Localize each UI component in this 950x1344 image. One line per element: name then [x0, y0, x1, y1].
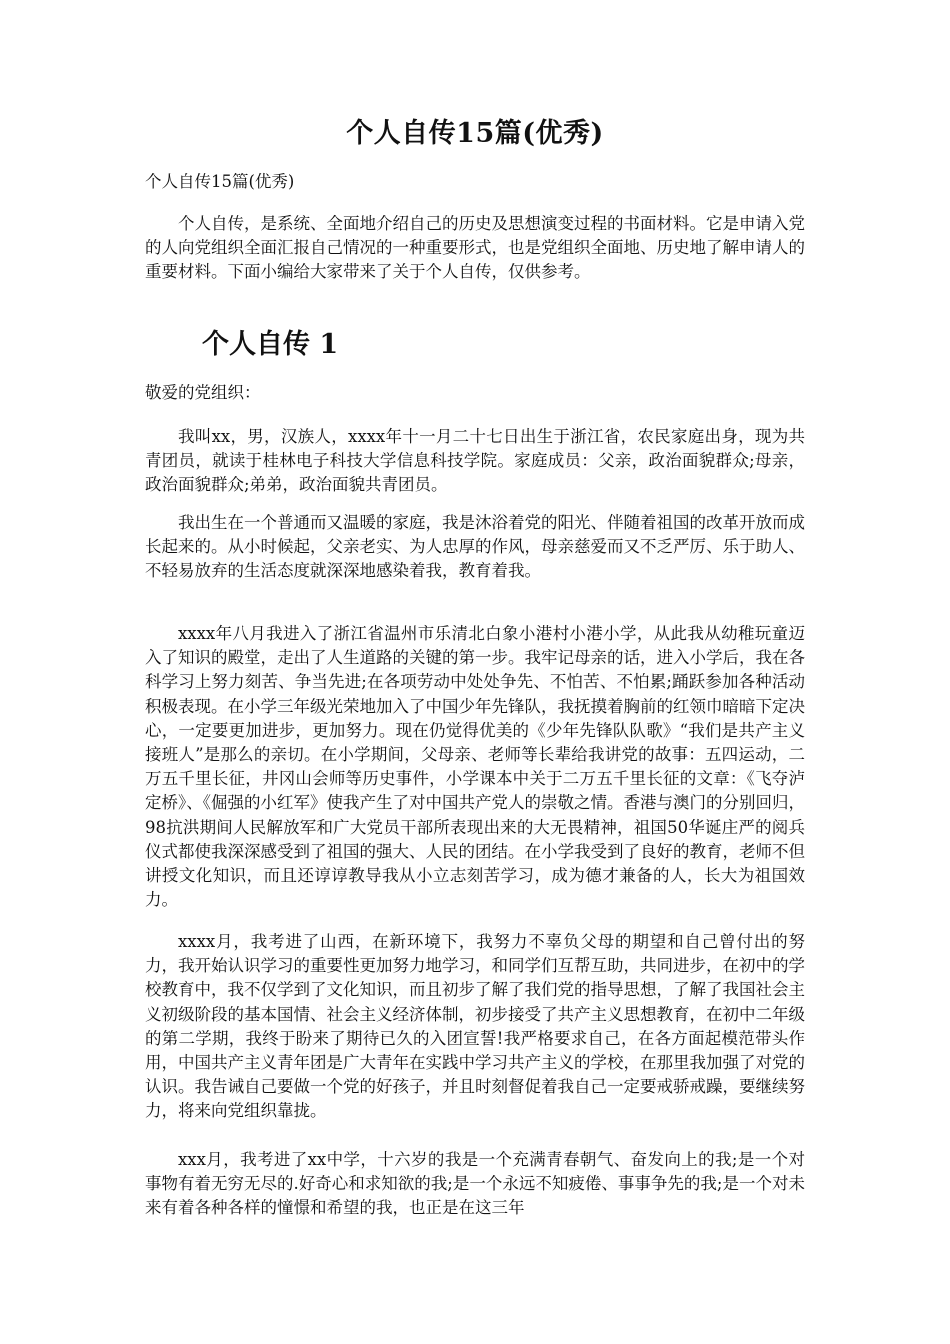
- body-paragraph: xxxx年八月我进入了浙江省温州市乐清北白象小港村小港小学，从此我从幼稚玩童迈入了知识的殿堂，走出了人生道路的关键的第一步。我牢记母亲的话，进入小学后，我在各科学习上努力刻苦、争当先进;在各项劳动中处处争先、不怕苦、不怕累;踊跃参加各种活动积极表现。在小学三年级光荣地加入了中国少年先锋队，我抚摸着胸前的红领巾暗暗下定决心，一定要更加进步，更加努力。现在仍觉得优美的《少年先锋队队歌》“我们是共产主义接班人”是那么的亲切。在小学期间，父母亲、老师等长辈给我讲党的故事：五四运动，二万五千里长征，井冈山会师等历史事件，小学课本中关于二万五千里长征的文章：《飞夺泸定桥》、《倔强的小红军》使我产生了对中国共产党人的崇敬之情。香港与澳门的分别回归，98抗洪期间人民解放军和广大党员干部所表现出来的大无畏精神，祖国50华诞庄严的阅兵仪式都使我深深感受到了祖国的强大、人民的团结。在小学我受到了良好的教育，老师不但讲授文化知识，而且还谆谆教导我从小立志刻苦学习，成为德才兼备的人，长大为祖国效力。: [145, 624, 805, 910]
- section-heading: 个人自传 1: [202, 329, 339, 360]
- body-paragraph: xxx月，我考进了xx中学，十六岁的我是一个充满青春朝气、奋发向上的我;是一个对事物有着无穷无尽的.好奇心和求知欲的我;是一个永远不知疲倦、事事争先的我;是一个对未来有着各种各样的憧憬和希望的我，也正是在这三年: [145, 1150, 805, 1218]
- intro-paragraph: 个人自传，是系统、全面地介绍自己的历史及思想演变过程的书面材料。它是申请入党的人向党组织全面汇报自己情况的一种重要形式，也是党组织全面地、历史地了解申请人的重要材料。下面小编给大家带来了关于个人自传，仅供参考。: [145, 214, 805, 282]
- body-paragraph: 我叫xx，男，汉族人，xxxx年十一月二十七日出生于浙江省，农民家庭出身，现为共青团员，就读于桂林电子科技大学信息科技学院。家庭成员：父亲，政治面貌群众;母亲，政治面貌群众;弟弟，政治面貌共青团员。: [145, 427, 805, 495]
- document-title: 个人自传15篇(优秀): [346, 118, 604, 149]
- salutation: 敬爱的党组织：: [145, 383, 261, 402]
- document-subtitle: 个人自传15篇(优秀): [145, 172, 295, 191]
- body-paragraph: xxxx月，我考进了山西，在新环境下，我努力不辜负父母的期望和自己曾付出的努力，我开始认识学习的重要性更加努力地学习，和同学们互帮互助，共同进步，在初中的学校教育中，我不仅学到了文化知识，而且初步了解了我们党的指导思想，了解了我国社会主义初级阶段的基本国情、社会主义经济体制，初步接受了共产主义思想教育，在初中二年级的第二学期，我终于盼来了期待已久的入团宣誓!我严格要求自己，在各方面起模范带头作用，中国共产主义青年团是广大青年在实践中学习共产主义的学校，在那里我加强了对党的认识。我告诫自己要做一个党的好孩子，并且时刻督促着我自己一定要戒骄戒躁，要继续努力，将来向党组织靠拢。: [145, 932, 805, 1121]
- body-paragraph: 我出生在一个普通而又温暖的家庭，我是沐浴着党的阳光、伴随着祖国的改革开放而成长起来的。从小时候起，父亲老实、为人忠厚的作风，母亲慈爱而又不乏严厉、乐于助人、不轻易放弃的生活态度就深深地感染着我，教育着我。: [145, 513, 805, 581]
